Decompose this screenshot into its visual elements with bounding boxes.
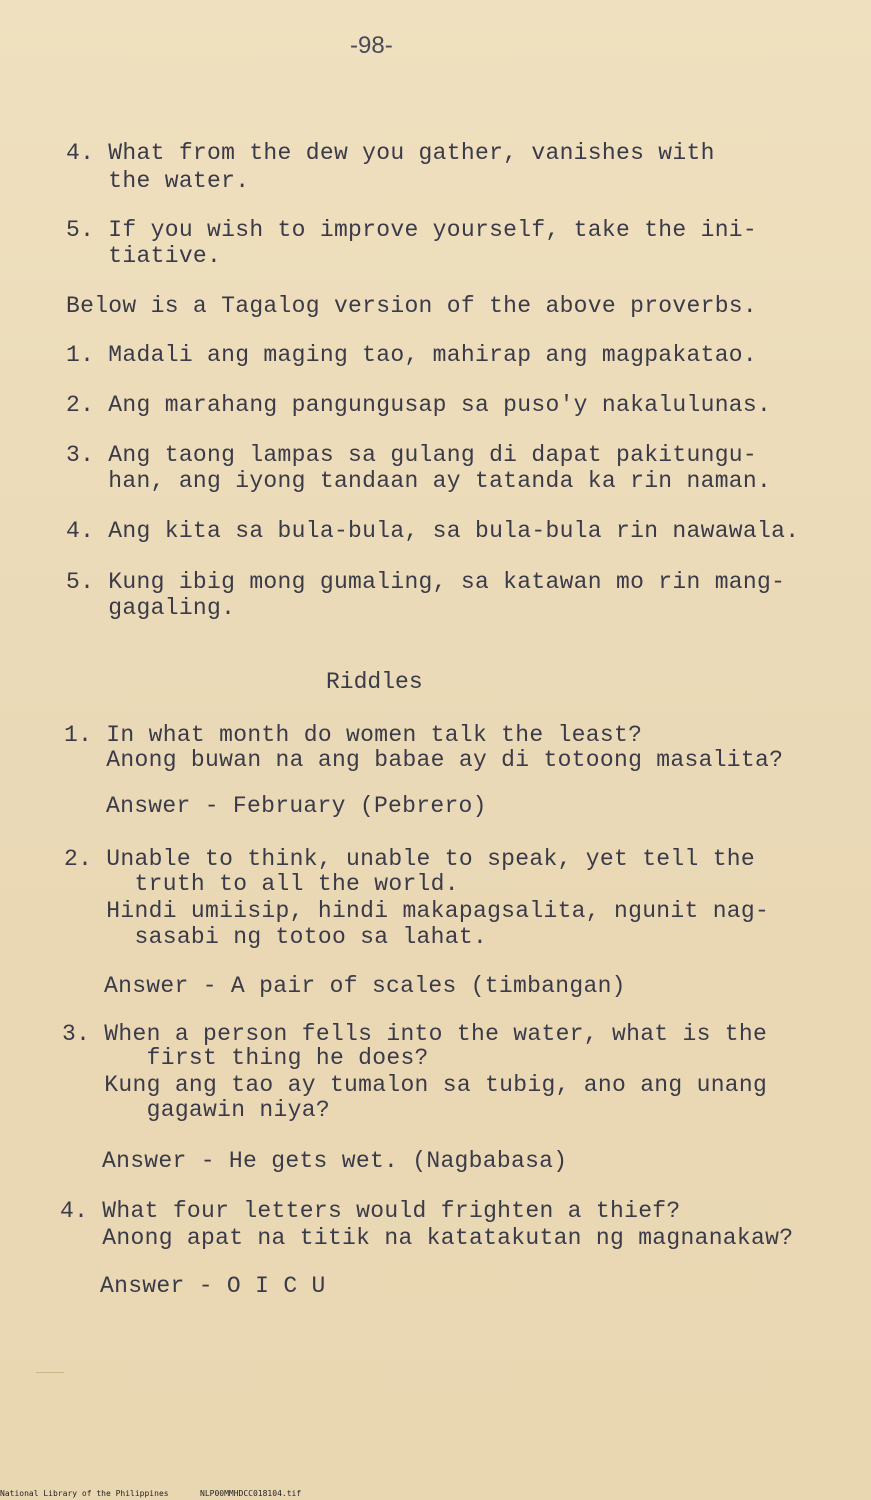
proverb-tagalog-5-line1: 5. Kung ibig mong gumaling, sa katawan mo rin mang- [66, 569, 786, 595]
riddle-3-tagalog-line1: Kung ang tao ay tumalon sa tubig, ano ang unang [62, 1072, 768, 1098]
proverb-english-5-line2: tiative. [66, 243, 222, 269]
riddle-4-answer: Answer - O I C U [100, 1273, 326, 1299]
riddle-3-answer: Answer - He gets wet. (Nagbabasa) [102, 1148, 568, 1174]
riddle-2-tagalog-line2: sasabi ng totoo sa lahat. [64, 924, 488, 950]
riddle-3-english-line1: 3. When a person fells into the water, what is the [62, 1021, 768, 1047]
riddle-4-english: 4. What four letters would frighten a thief? [60, 1198, 681, 1224]
proverb-tagalog-3-line2: han, ang iyong tandaan ay tatanda ka rin naman. [66, 468, 772, 494]
proverb-english-4-line1: 4. What from the dew you gather, vanishes with [66, 140, 715, 166]
proverb-tagalog-3-line1: 3. Ang taong lampas sa gulang di dapat pakitungu- [66, 442, 758, 468]
riddle-1-tagalog: Anong buwan na ang babae ay di totoong masalita? [64, 747, 784, 773]
proverb-tagalog-5-line2: gagaling. [66, 595, 236, 621]
riddle-2-answer: Answer - A pair of scales (timbangan) [104, 973, 626, 999]
proverb-english-5-line1: 5. If you wish to improve yourself, take the ini- [66, 217, 758, 243]
riddle-2-english-line2: truth to all the world. [64, 871, 459, 897]
riddles-heading: Riddles [326, 669, 423, 695]
tagalog-intro: Below is a Tagalog version of the above proverbs. [66, 293, 758, 319]
riddle-1-english: 1. In what month do women talk the least? [64, 722, 643, 748]
proverb-tagalog-2: 2. Ang marahang pangungusap sa puso'y nakalulunas. [66, 392, 772, 418]
riddle-2-tagalog-line1: Hindi umiisip, hindi makapagsalita, ngunit nag- [64, 898, 770, 924]
riddle-3-tagalog-line2: gagawin niya? [62, 1097, 330, 1123]
page-number: -98- [350, 32, 393, 59]
footer-filename: NLP00MMHDCC018104.tif [200, 1489, 302, 1498]
proverb-tagalog-4: 4. Ang kita sa bula-bula, sa bula-bula rin nawawala. [66, 518, 800, 544]
ink-mark [36, 1372, 64, 1373]
riddle-2-english-line1: 2. Unable to think, unable to speak, yet tell the [64, 846, 756, 872]
proverb-tagalog-1: 1. Madali ang maging tao, mahirap ang magpakatao. [66, 342, 758, 368]
riddle-3-english-line2: first thing he does? [62, 1045, 429, 1071]
proverb-english-4-line2: the water. [66, 168, 250, 194]
riddle-4-tagalog: Anong apat na titik na katatakutan ng magnanakaw? [60, 1225, 794, 1251]
footer-library: National Library of the Philippines [0, 1489, 169, 1498]
riddle-1-answer: Answer - February (Pebrero) [106, 793, 487, 819]
